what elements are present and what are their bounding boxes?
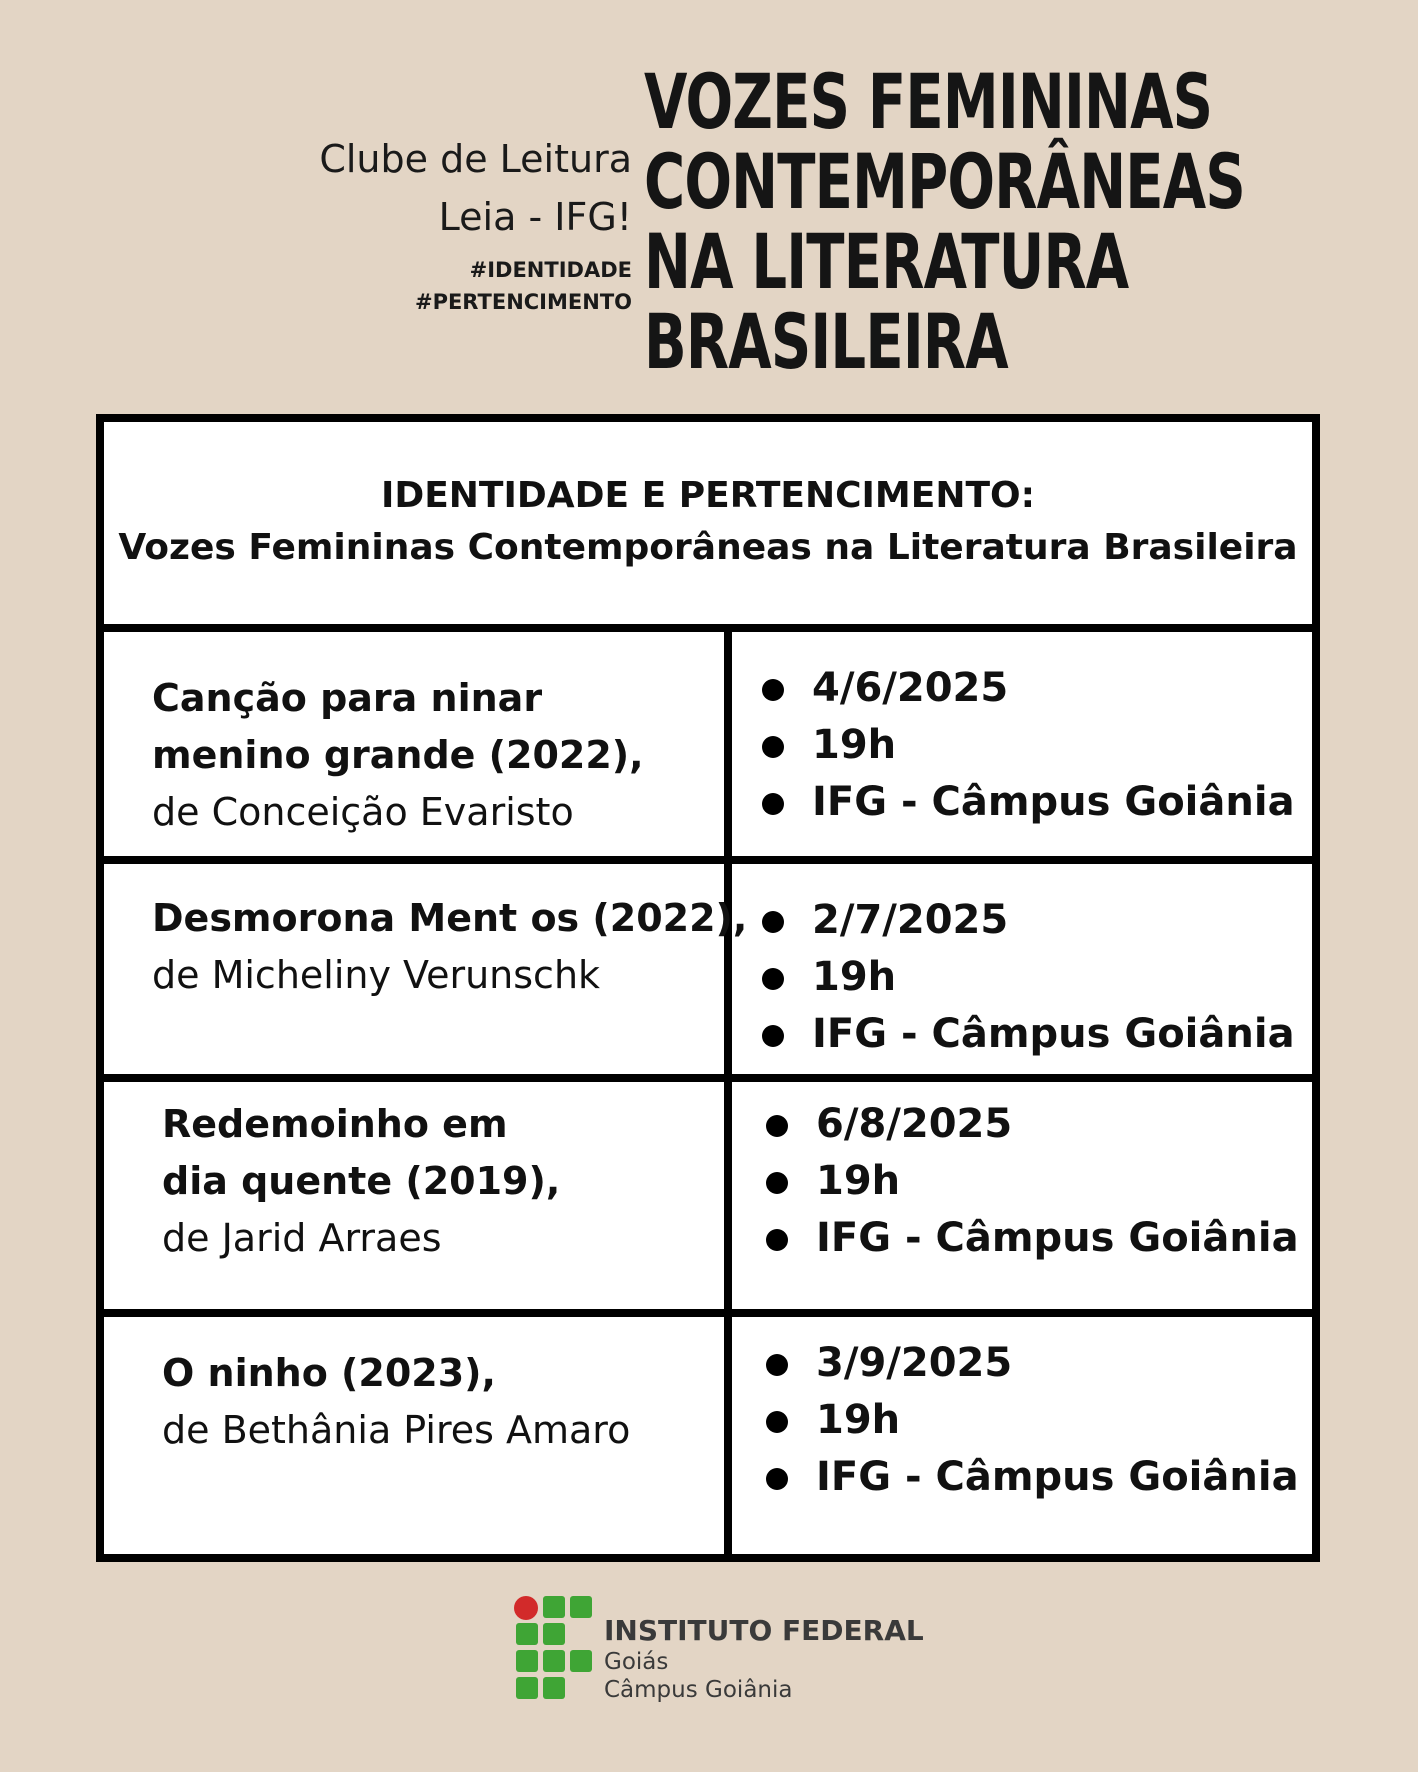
institute-logo-icon bbox=[514, 1592, 594, 1698]
bullet-icon bbox=[766, 1115, 788, 1137]
poster-title-line: CONTEMPORÂNEAS bbox=[644, 137, 1245, 226]
poster-title-line: BRASILEIRA bbox=[644, 297, 1008, 386]
club-subtitle: Leia - IFG! bbox=[438, 195, 632, 239]
bullet-icon bbox=[766, 1468, 788, 1490]
event-date: 3/9/2025 bbox=[766, 1335, 1299, 1392]
event-date: 6/8/2025 bbox=[766, 1096, 1299, 1153]
event-details bbox=[766, 1335, 1299, 1506]
event-date: 2/7/2025 bbox=[762, 892, 1295, 949]
poster-title-line: VOZES FEMININAS bbox=[644, 57, 1213, 146]
club-info bbox=[300, 130, 632, 318]
event-time: 19h bbox=[762, 717, 1295, 774]
book-info bbox=[152, 890, 747, 1004]
table-row bbox=[104, 632, 1312, 864]
book-title: Canção para ninar bbox=[152, 676, 543, 720]
book-author: de Jarid Arraes bbox=[162, 1216, 442, 1260]
event-time: 19h bbox=[762, 949, 1295, 1006]
bullet-icon bbox=[766, 1229, 788, 1251]
bullet-icon bbox=[766, 1172, 788, 1194]
club-name: Clube de Leitura bbox=[319, 137, 632, 181]
logo-red-dot bbox=[514, 1596, 538, 1620]
book-title: Redemoinho em bbox=[162, 1102, 508, 1146]
bullet-icon bbox=[766, 1354, 788, 1376]
logo-square bbox=[516, 1623, 538, 1645]
schedule-header bbox=[104, 422, 1312, 632]
bullet-icon bbox=[762, 968, 784, 990]
book-info bbox=[152, 670, 644, 841]
logo-square bbox=[570, 1650, 592, 1672]
schedule-heading: IDENTIDADE E PERTENCIMENTO: bbox=[380, 475, 1036, 516]
poster-title-line: NA LITERATURA bbox=[644, 217, 1129, 306]
poster-title bbox=[644, 57, 1377, 386]
institute-title: INSTITUTO FEDERAL bbox=[604, 1614, 924, 1647]
bullet-icon bbox=[762, 911, 784, 933]
book-author: de Micheliny Verunschk bbox=[152, 953, 601, 997]
institute-campus: Câmpus Goiânia bbox=[604, 1677, 793, 1703]
event-details bbox=[762, 660, 1295, 831]
logo-square bbox=[543, 1596, 565, 1618]
hashtag-identidade: #IDENTIDADE bbox=[469, 258, 632, 282]
logo-square bbox=[543, 1677, 565, 1699]
book-info bbox=[162, 1345, 630, 1459]
table-row bbox=[104, 1317, 1312, 1554]
book-title: dia quente (2019), bbox=[162, 1159, 561, 1203]
book-title: menino grande (2022), bbox=[152, 733, 644, 777]
table-row bbox=[104, 1082, 1312, 1317]
hashtag-pertencimento: #PERTENCIMENTO bbox=[414, 290, 632, 314]
logo-square bbox=[516, 1650, 538, 1672]
logo-square bbox=[516, 1677, 538, 1699]
book-title: O ninho (2023), bbox=[162, 1351, 496, 1395]
event-place: IFG - Câmpus Goiânia bbox=[762, 774, 1295, 831]
event-details bbox=[766, 1096, 1299, 1267]
event-place: IFG - Câmpus Goiânia bbox=[766, 1449, 1299, 1506]
logo-square bbox=[570, 1596, 592, 1618]
event-details bbox=[762, 892, 1295, 1063]
event-date: 4/6/2025 bbox=[762, 660, 1295, 717]
table-row bbox=[104, 864, 1312, 1082]
book-author: de Bethânia Pires Amaro bbox=[162, 1408, 631, 1452]
bullet-icon bbox=[762, 793, 784, 815]
logo-square bbox=[543, 1650, 565, 1672]
schedule-table bbox=[96, 414, 1320, 1562]
book-title: Desmorona Ment os (2022), bbox=[152, 896, 748, 940]
institute-name bbox=[604, 1614, 924, 1704]
book-author: de Conceição Evaristo bbox=[152, 790, 574, 834]
book-info bbox=[162, 1096, 560, 1267]
logo-square bbox=[543, 1623, 565, 1645]
event-time: 19h bbox=[766, 1392, 1299, 1449]
bullet-icon bbox=[766, 1411, 788, 1433]
bullet-icon bbox=[762, 1025, 784, 1047]
bullet-icon bbox=[762, 736, 784, 758]
institute-state: Goiás bbox=[604, 1649, 669, 1675]
event-place: IFG - Câmpus Goiânia bbox=[762, 1006, 1295, 1063]
event-place: IFG - Câmpus Goiânia bbox=[766, 1210, 1299, 1267]
event-time: 19h bbox=[766, 1153, 1299, 1210]
bullet-icon bbox=[762, 679, 784, 701]
schedule-subheading: Vozes Femininas Contemporâneas na Literatura Brasileira bbox=[118, 527, 1298, 568]
